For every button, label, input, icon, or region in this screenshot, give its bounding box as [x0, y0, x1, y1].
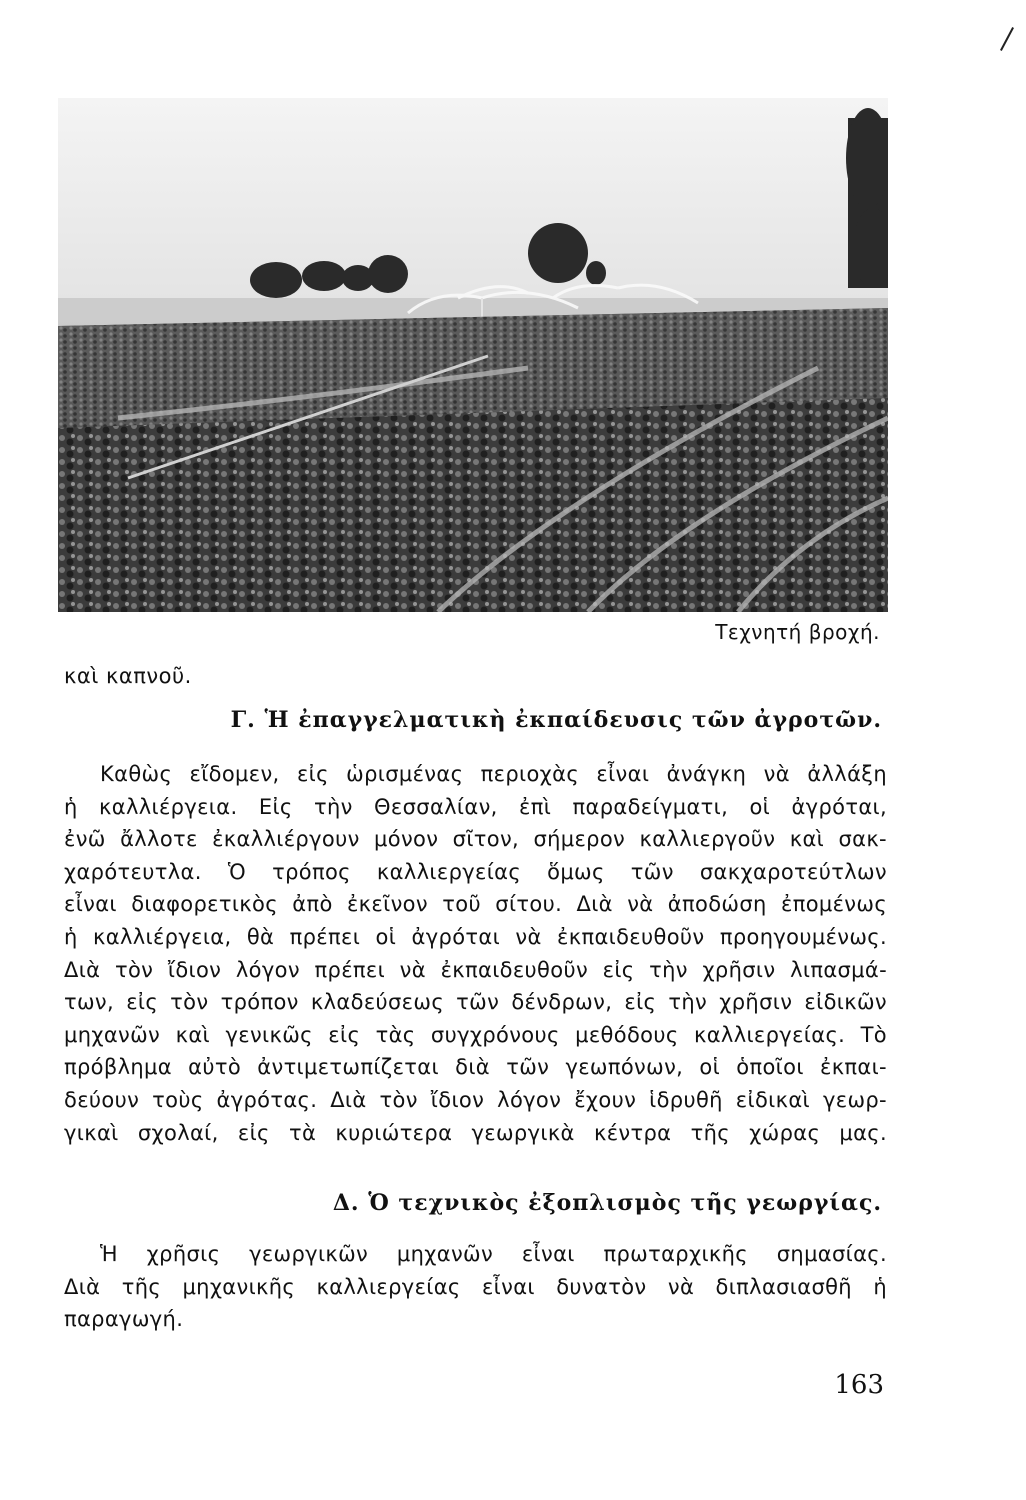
- paragraph-line: ἡ καλλιέργεια. Εἰς τὴν Θεσσαλίαν, ἐπὶ παραδείγματι, οἱ ἀγρόται,: [64, 794, 887, 819]
- page-number: 163: [834, 1370, 884, 1400]
- corner-pen-mark: [1000, 27, 1014, 51]
- paragraph-line: πρόβλημα αὐτὸ ἀντιμετωπίζεται διὰ τῶν γεωπόνων, οἱ ὁποῖοι ἐκπαι-: [64, 1055, 887, 1080]
- photo-caption: Τεχνητή βροχή.: [715, 620, 880, 644]
- paragraph-line: ἐνῶ ἄλλοτε ἐκαλλιέργουν μόνον σῖτον, σήμερον καλλιεργοῦν καὶ σακ-: [64, 827, 887, 852]
- paragraph-line: ἡ καλλιέργεια, θὰ πρέπει οἱ ἀγρόται νὰ ἐκπαιδευθοῦν προηγουμένως.: [64, 924, 887, 949]
- section-d-heading: Δ. Ὁ τεχνικὸς ἐξοπλισμὸς τῆς γεωργίας.: [332, 1190, 882, 1216]
- paragraph-line: παραγωγή.: [64, 1307, 184, 1332]
- paragraph-line: Διὰ τὸν ἴδιον λόγον πρέπει νὰ ἐκπαιδευθοῦν εἰς τὴν χρῆσιν λιπασμά-: [64, 957, 887, 982]
- paragraph-line: δεύουν τοὺς ἀγρότας. Διὰ τὸν ἴδιον λόγον ἔχουν ἱδρυθῆ εἰδικαὶ γεωρ-: [64, 1087, 887, 1112]
- paragraph-line: εἶναι διαφορετικὸς ἀπὸ ἐκεῖνον τοῦ σίτου. Διὰ νὰ ἀποδώση ἐπομένως: [64, 892, 887, 917]
- paragraph-line: χαρότευτλα. Ὁ τρόπος καλλιεργείας ὅμως τῶν σακχαροτεύτλων: [64, 859, 887, 884]
- paragraph-line: Καθὼς εἴδομεν, εἰς ὡρισμένας περιοχὰς εἶναι ἀνάγκη νὰ ἀλλάξη: [100, 762, 887, 786]
- continued-text: καὶ καπνοῦ.: [64, 664, 192, 688]
- field-irrigation-photo: [58, 98, 888, 612]
- paragraph-line: Διὰ τῆς μηχανικῆς καλλιεργείας εἶναι δυνατὸν νὰ διπλασιασθῆ ἡ: [64, 1274, 887, 1299]
- paragraph-line: των, εἰς τὸν τρόπον κλαδεύσεως τῶν δένδρων, εἰς τὴν χρῆσιν εἰδικῶν: [64, 990, 887, 1015]
- sky: [58, 98, 888, 328]
- paragraph-line: γικαὶ σχολαί, εἰς τὰ κυριώτερα γεωργικὰ κέντρα τῆς χώρας μας.: [64, 1120, 887, 1145]
- paragraph-line: Ἡ χρῆσις γεωργικῶν μηχανῶν εἶναι πρωταρχικῆς σημασίας.: [100, 1242, 887, 1266]
- section-g-paragraph: [64, 758, 887, 1149]
- section-g-heading: Γ. Ἡ ἐπαγγελματικὴ ἐκπαίδευσις τῶν ἀγροτῶν.: [230, 707, 882, 733]
- photo-illustration: [58, 98, 888, 612]
- section-d-paragraph: [64, 1238, 887, 1336]
- paragraph-line: μηχανῶν καὶ γενικῶς εἰς τὰς συγχρόνους μεθόδους καλλιεργείας. Τὸ: [64, 1022, 887, 1047]
